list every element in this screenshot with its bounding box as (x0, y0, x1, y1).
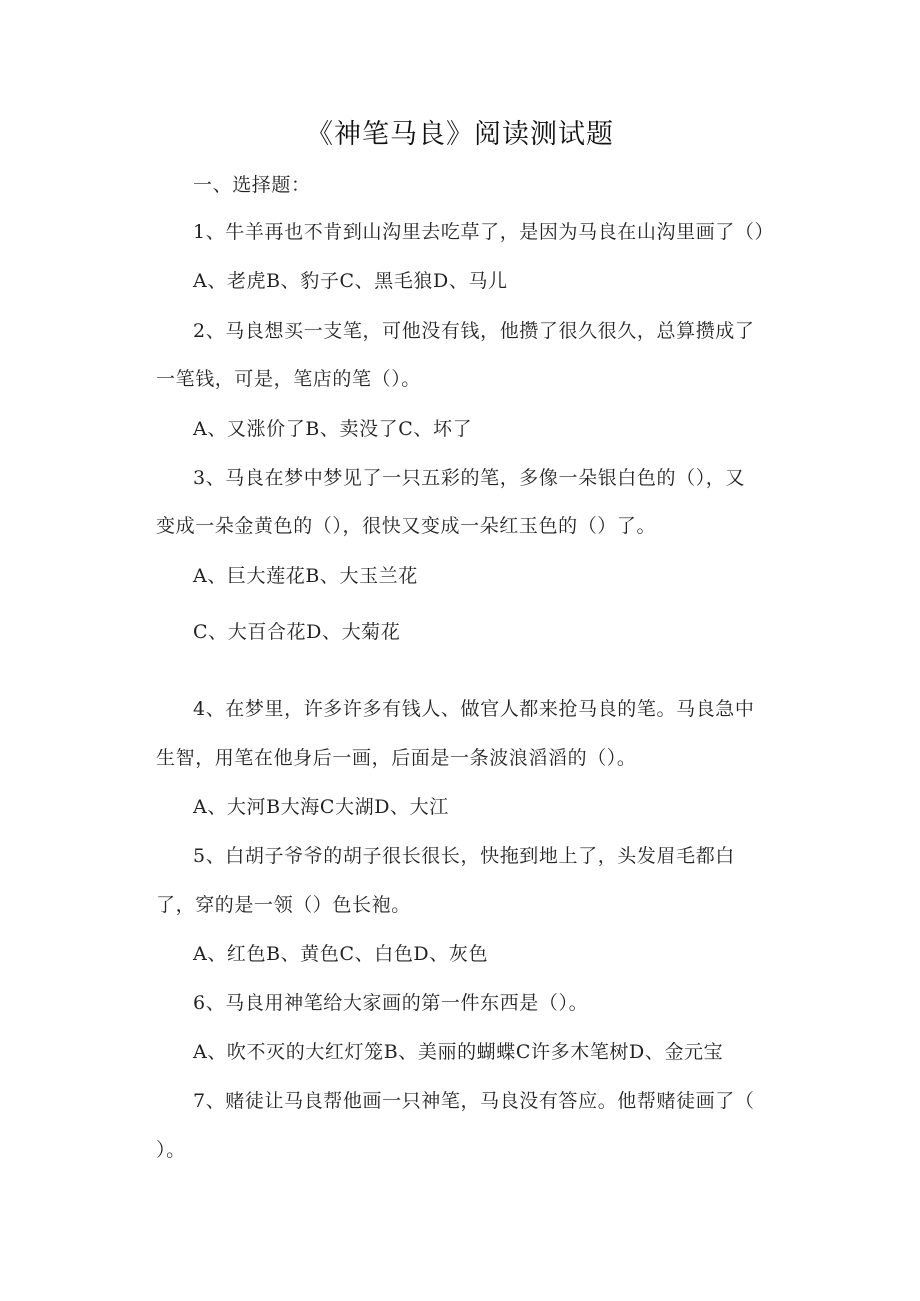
question-3: 3、马良在梦中梦见了一只五彩的笔，多像一朵银白色的（），又 (193, 467, 745, 489)
question-1-options: A、老虎B、豹子C、黑毛狼D、马儿 (193, 270, 508, 292)
question-5: 5、白胡子爷爷的胡子很长很长，快拖到地上了，头发眉毛都白 (193, 845, 735, 867)
question-4-continued: 生智，用笔在他身后一画，后面是一条波浪滔滔的（）。 (156, 747, 637, 769)
question-6: 6、马良用神笔给大家画的第一件东西是（）。 (193, 992, 589, 1014)
question-6-options: A、吹不灭的大红灯笼B、美丽的蝴蝶C许多木笔树D、金元宝 (193, 1041, 724, 1063)
question-4-options: A、大河B大海C大湖D、大江 (193, 796, 449, 818)
question-3-options-ab: A、巨大莲花B、大玉兰花 (193, 565, 418, 587)
question-3-options-cd: C、大百合花D、大菊花 (193, 621, 401, 643)
question-7-continued: ）。 (156, 1139, 186, 1161)
question-4: 4、在梦里，许多许多有钱人、做官人都来抢马良的笔。马良急中 (193, 698, 755, 720)
question-5-options: A、红色B、黄色C、白色D、灰色 (193, 943, 489, 965)
question-2: 2、马良想买一支笔，可他没有钱，他攒了很久很久，总算攒成了 (193, 320, 755, 342)
question-2-options: A、又涨价了B、卖没了C、坏了 (193, 418, 473, 440)
section-heading: 一、选择题： (193, 174, 311, 196)
question-5-continued: 了，穿的是一领（）色长袍。 (156, 894, 411, 916)
question-2-continued: 一笔钱，可是，笔店的笔（）。 (156, 368, 421, 390)
question-1: 1、牛羊再也不肯到山沟里去吃草了，是因为马良在山沟里画了（） (193, 221, 775, 243)
question-7: 7、赌徒让马良帮他画一只神笔，马良没有答应。他帮赌徒画了（ (193, 1090, 755, 1112)
question-3-continued: 变成一朵金黄色的（），很快又变成一朵红玉色的（）了。 (156, 515, 657, 537)
document-title: 《神笔马良》阅读测试题 (306, 119, 614, 150)
